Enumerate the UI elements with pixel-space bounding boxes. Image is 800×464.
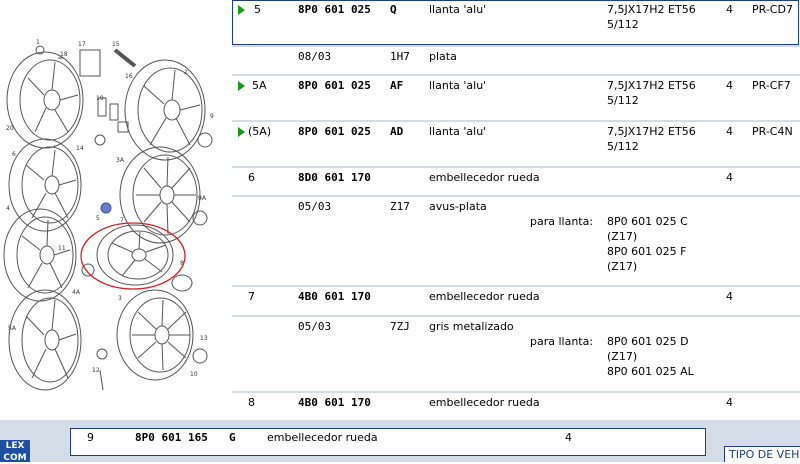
cell-text: 4: [726, 396, 733, 409]
part-suffix: G: [229, 431, 236, 444]
table-cell: [750, 168, 800, 195]
cell-text: 7,5JX17H2 ET56: [607, 125, 696, 138]
table-cell: [724, 47, 748, 74]
table-cell: [426, 76, 600, 120]
svg-text:18: 18: [60, 51, 68, 58]
svg-text:16: 16: [125, 73, 133, 80]
svg-text:8: 8: [180, 260, 184, 267]
cell-text: AD: [390, 125, 404, 138]
row-number: 9: [87, 431, 94, 444]
svg-text:3A: 3A: [116, 157, 124, 164]
parts-diagram: [0, 0, 230, 430]
cell-text: Q: [390, 3, 397, 16]
lexcom-logo: [0, 440, 30, 462]
table-cell: [750, 47, 800, 74]
cell-text: 4: [726, 171, 733, 184]
table-cell: [232, 76, 292, 120]
table-cell: [602, 47, 722, 74]
table-cell: [750, 317, 800, 391]
table-cell: [294, 122, 424, 166]
table-cell: [232, 317, 292, 391]
wheel-exploded-diagram: [0, 0, 230, 430]
svg-text:17: 17: [78, 41, 86, 48]
table-cell: [294, 317, 424, 391]
cell-text: 5/112: [607, 140, 639, 153]
selected-callout-marker: [101, 203, 111, 213]
cell-text: 8P0 601 025: [298, 79, 371, 92]
svg-text:1: 1: [36, 39, 40, 46]
table-cell: [724, 317, 748, 391]
expand-arrow-icon[interactable]: [238, 81, 245, 91]
tipo-de-vehiculo-tab[interactable]: TIPO DE VEH: [724, 446, 800, 462]
svg-text:9: 9: [210, 113, 214, 120]
table-cell: [294, 197, 424, 285]
svg-text:6: 6: [12, 151, 16, 158]
svg-text:13: 13: [200, 335, 208, 342]
cell-text: (Z17): [607, 260, 638, 273]
cell-text: 8P0 601 025 D: [607, 335, 689, 348]
logo-line-1: LEX: [5, 441, 25, 451]
table-cell: [426, 122, 600, 166]
table-cell: [724, 168, 748, 195]
cell-text: 8P0 601 025 C: [607, 215, 688, 228]
wheel-drawing-8: [117, 290, 193, 380]
cell-text: PR-CD7: [752, 3, 793, 16]
table-cell: [602, 287, 722, 315]
part-quantity: 4: [565, 431, 572, 444]
table-row[interactable]: [232, 122, 800, 166]
table-cell: [724, 287, 748, 315]
table-row[interactable]: [232, 287, 800, 315]
cell-text: embellecedor rueda: [429, 171, 540, 184]
table-row[interactable]: [232, 76, 800, 120]
part-description: embellecedor rueda: [267, 431, 378, 444]
table-cell: [750, 393, 800, 420]
table-cell: [724, 393, 748, 420]
table-cell: [294, 168, 424, 195]
cell-text: 4B0 601 170: [298, 396, 371, 409]
table-row[interactable]: [232, 0, 800, 45]
svg-text:4A: 4A: [72, 289, 80, 296]
cell-text: 5/112: [607, 94, 639, 107]
svg-text:9A: 9A: [198, 195, 206, 202]
table-row[interactable]: [232, 317, 800, 391]
table-cell: [724, 0, 748, 45]
cell-text: 7ZJ: [390, 320, 410, 333]
cell-text: embellecedor rueda: [429, 396, 540, 409]
cell-text: llanta 'alu': [429, 125, 487, 138]
cell-text: 4: [726, 3, 733, 16]
svg-text:19: 19: [96, 95, 104, 102]
cell-text: 4B0 601 170: [298, 290, 371, 303]
table-row[interactable]: [70, 428, 706, 456]
table-row[interactable]: [232, 393, 800, 420]
table-cell: [724, 122, 748, 166]
table-cell: [294, 0, 424, 45]
table-cell: [426, 317, 600, 391]
table-cell: [426, 47, 600, 74]
cell-text: (Z17): [607, 230, 638, 243]
cell-text: 8P0 601 025 AL: [607, 365, 694, 378]
svg-text:14: 14: [76, 145, 84, 152]
table-cell: [426, 168, 600, 195]
cell-text: 5/112: [607, 18, 639, 31]
cell-text: 05/03: [298, 200, 332, 213]
svg-text:12: 12: [92, 367, 100, 374]
cell-text: 5A: [252, 79, 267, 92]
cell-text: gris metalizado: [429, 320, 514, 333]
svg-text:11: 11: [58, 245, 66, 252]
cell-text: 7,5JX17H2 ET56: [607, 79, 696, 92]
table-cell: [724, 197, 748, 285]
cell-text: Z17: [390, 200, 410, 213]
cell-text: 4: [726, 79, 733, 92]
cell-text: (Z17): [607, 350, 638, 363]
cell-text: AF: [390, 79, 404, 92]
cell-text: 7: [248, 290, 255, 303]
table-cell: [602, 197, 722, 285]
wheel-drawing-7: [9, 290, 81, 390]
table-cell: [232, 0, 292, 45]
cell-text: llanta 'alu': [429, 3, 487, 16]
table-row[interactable]: [232, 197, 800, 285]
wheel-drawing-6: [97, 225, 173, 285]
cell-text: 08/03: [298, 50, 332, 63]
svg-text:2: 2: [184, 69, 188, 76]
cell-text: 4: [726, 125, 733, 138]
wheel-drawing-1: [7, 52, 83, 148]
cell-text: 5: [254, 3, 261, 16]
cell-text: PR-CF7: [752, 79, 791, 92]
table-cell: [750, 0, 800, 45]
svg-text:15: 15: [112, 41, 120, 48]
cell-text: (5A): [248, 125, 272, 138]
cell-text: 6: [248, 171, 255, 184]
svg-text:5A: 5A: [8, 325, 16, 332]
table-cell: [724, 76, 748, 120]
table-cell: [426, 0, 600, 45]
cell-text: para llanta:: [530, 335, 594, 348]
table-cell: [426, 287, 600, 315]
cell-text: plata: [429, 50, 457, 63]
table-cell: [294, 393, 424, 420]
cell-text: 8P0 601 025: [298, 3, 371, 16]
expand-arrow-icon[interactable]: [238, 127, 245, 137]
wheel-drawing-5: [4, 209, 76, 301]
cell-text: 05/03: [298, 320, 332, 333]
table-cell: [426, 393, 600, 420]
table-cell: [294, 47, 424, 74]
table-cell: [750, 197, 800, 285]
svg-text:3: 3: [118, 295, 122, 302]
cell-text: 8D0 601 170: [298, 171, 371, 184]
cell-text: 8P0 601 025: [298, 125, 371, 138]
wheel-drawing-2: [125, 60, 205, 160]
cell-text: 8P0 601 025 F: [607, 245, 687, 258]
table-cell: [232, 393, 292, 420]
table-cell: [750, 76, 800, 120]
part-number: 8P0 601 165: [135, 431, 208, 444]
cell-text: 1H7: [390, 50, 410, 63]
svg-text:5: 5: [96, 215, 100, 222]
table-row[interactable]: [232, 168, 800, 195]
table-cell: [750, 287, 800, 315]
parts-table: [232, 0, 800, 420]
svg-text:7: 7: [120, 217, 124, 224]
cell-text: para llanta:: [530, 215, 594, 228]
table-cell: [602, 168, 722, 195]
cell-text: avus-plata: [429, 200, 487, 213]
table-cell: [602, 122, 722, 166]
cell-text: llanta 'alu': [429, 79, 487, 92]
table-cell: [426, 197, 600, 285]
cell-text: 7,5JX17H2 ET56: [607, 3, 696, 16]
table-row[interactable]: [232, 47, 800, 74]
cell-text: embellecedor rueda: [429, 290, 540, 303]
wheel-drawing-4: [120, 147, 200, 243]
table-cell: [750, 122, 800, 166]
table-cell: [602, 393, 722, 420]
table-cell: [232, 47, 292, 74]
svg-text:10: 10: [190, 371, 198, 378]
table-cell: [232, 287, 292, 315]
expand-arrow-icon[interactable]: [238, 5, 245, 15]
table-cell: [602, 0, 722, 45]
table-cell: [294, 76, 424, 120]
table-cell: [602, 76, 722, 120]
table-cell: [602, 317, 722, 391]
cell-text: 8: [248, 396, 255, 409]
table-cell: [232, 197, 292, 285]
table-cell: [232, 122, 292, 166]
logo-line-2: COM: [3, 453, 27, 463]
cell-text: 4: [726, 290, 733, 303]
svg-text:4: 4: [6, 205, 10, 212]
svg-text:20: 20: [6, 125, 14, 132]
cell-text: PR-C4N: [752, 125, 793, 138]
table-cell: [232, 168, 292, 195]
table-cell: [294, 287, 424, 315]
